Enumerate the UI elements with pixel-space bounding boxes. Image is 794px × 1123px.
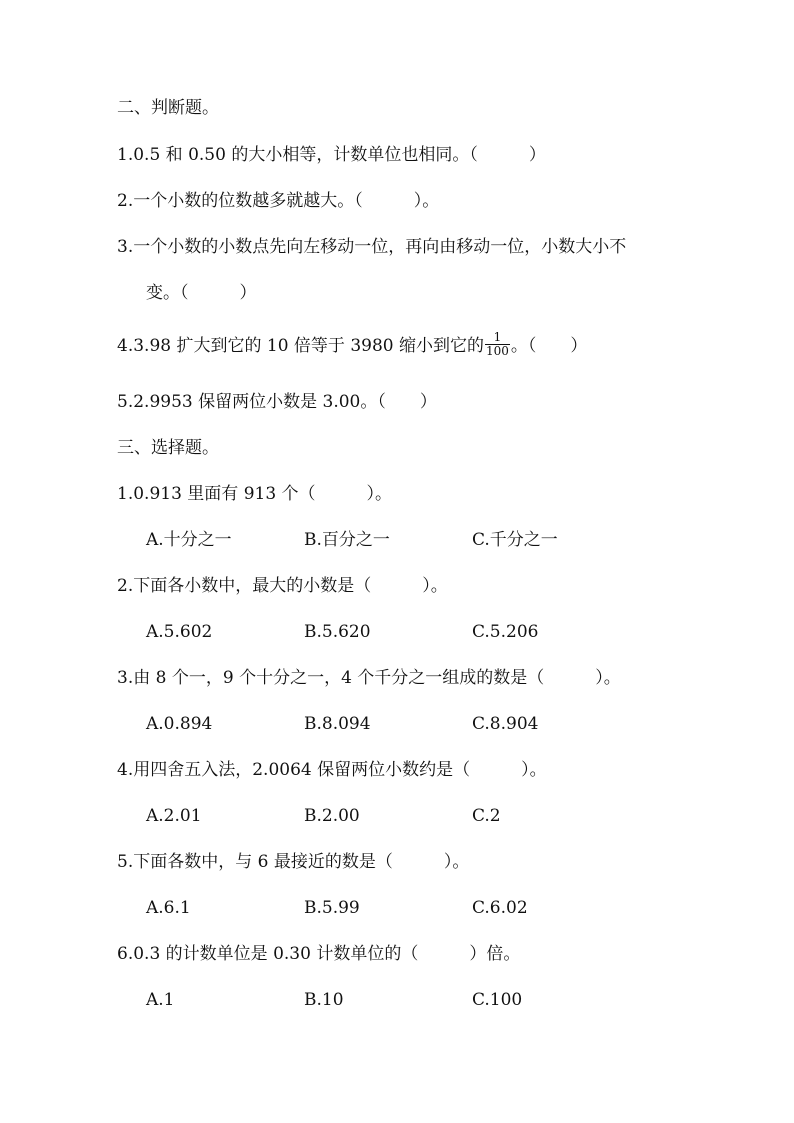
choice-2-option-c: C.5.206 (472, 622, 539, 642)
judgement-item-4-bracket: 。（ ） (510, 336, 588, 356)
choice-6-option-a: A.1 (146, 990, 175, 1010)
choice-question-3: 3.由 8 个一，9 个十分之一，4 个千分之一组成的数是（ ）。 (117, 668, 621, 688)
fraction-numerator: 1 (493, 330, 502, 344)
choice-question-6: 6.0.3 的计数单位是 0.30 计数单位的（ ）倍。 (117, 944, 521, 964)
choice-3-option-c: C.8.904 (472, 714, 539, 734)
fraction-denominator: 100 (486, 344, 509, 358)
judgement-item-5: 5.2.9953 保留两位小数是 3.00。（ ） (117, 392, 437, 412)
choice-1-option-c: C.千分之一 (472, 530, 558, 550)
choice-6-option-b: B.10 (304, 990, 344, 1010)
judgement-item-3-continuation: 变。（ ） (146, 283, 257, 303)
choice-4-option-a: A.2.01 (146, 806, 202, 826)
fraction-one-hundredth (485, 331, 510, 358)
judgement-item-4-text: 4.3.98 扩大到它的 10 倍等于 3980 缩小到它的 (117, 336, 484, 356)
choice-2-option-b: B.5.620 (304, 622, 371, 642)
choice-3-option-b: B.8.094 (304, 714, 371, 734)
section-heading-judgement: 二、判断题。 (117, 98, 219, 118)
choice-1-option-a: A.十分之一 (146, 530, 232, 550)
section-heading-choice: 三、选择题。 (117, 438, 219, 458)
choice-3-option-a: A.0.894 (146, 714, 213, 734)
choice-question-5: 5.下面各数中，与 6 最接近的数是（ ）。 (117, 852, 470, 872)
judgement-item-3: 3.一个小数的小数点先向左移动一位，再向由移动一位，小数大小不 (117, 237, 627, 257)
choice-question-2: 2.下面各小数中，最大的小数是（ ）。 (117, 576, 448, 596)
choice-5-option-c: C.6.02 (472, 898, 528, 918)
judgement-item-4 (117, 330, 588, 360)
choice-5-option-a: A.6.1 (146, 898, 191, 918)
choice-5-option-b: B.5.99 (304, 898, 360, 918)
choice-1-option-b: B.百分之一 (304, 530, 390, 550)
choice-4-option-c: C.2 (472, 806, 501, 826)
choice-2-option-a: A.5.602 (146, 622, 213, 642)
choice-question-1: 1.0.913 里面有 913 个（ ）。 (117, 484, 393, 504)
choice-4-option-b: B.2.00 (304, 806, 360, 826)
choice-question-4: 4.用四舍五入法，2.0064 保留两位小数约是（ ）。 (117, 760, 547, 780)
choice-6-option-c: C.100 (472, 990, 523, 1010)
judgement-item-2: 2.一个小数的位数越多就越大。（ ）。 (117, 191, 440, 211)
judgement-item-1: 1.0.5 和 0.50 的大小相等，计数单位也相同。（ ） (117, 145, 546, 165)
